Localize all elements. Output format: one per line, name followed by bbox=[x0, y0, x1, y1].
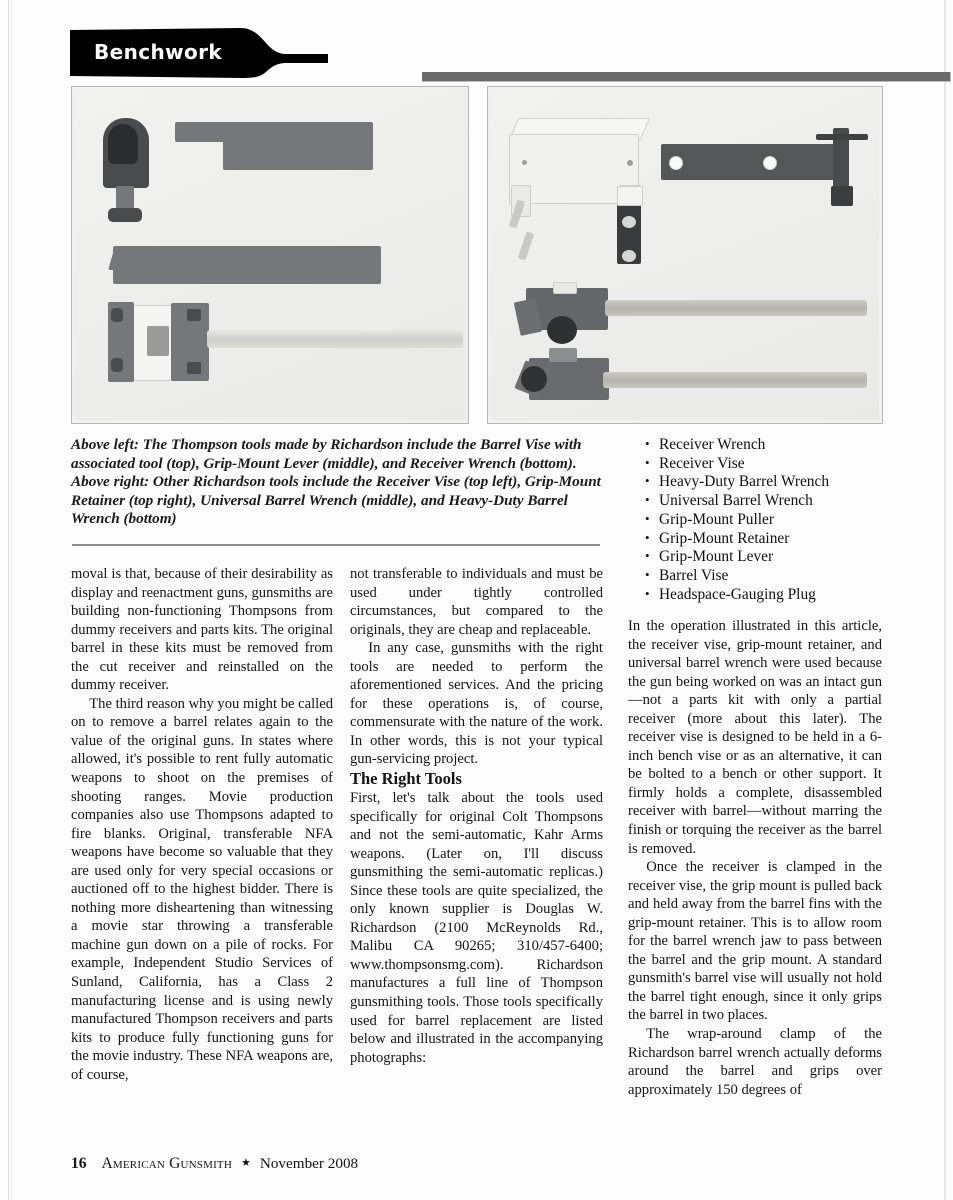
caption-divider-rule bbox=[72, 544, 600, 546]
magazine-title: American Gunsmith bbox=[101, 1155, 232, 1172]
paragraph: moval is that, because of their desirability as display and reenactment guns, gunsmiths are building non-functioning Thompsons from dummy receivers and parts kits. The original barrel in these kits must be removed from the cut receiver and reinstalled on the dummy receiver. bbox=[71, 566, 333, 694]
list-item: • Universal Barrel Wrench bbox=[645, 492, 895, 511]
page-number: 16 bbox=[71, 1155, 87, 1172]
list-item: • Headspace-Gauging Plug bbox=[645, 586, 895, 605]
paragraph: First, let's talk about the tools used specifically for original Colt Thompsons and not the semi-automatic, Kahr Arms weapons. (Later on, I'll discuss gunsmithing the semi-automatic replicas.) Since these tools are quite specialized, the only known supplier is Douglas W. Richardson (2100 McReynolds Rd., Malibu CA 90265; 310/457-6400; www.thompsonsmg.com). Richardson manufactures a full line of Thompson gunsmithing tools. Those tools specifically used for barrel replacement are listed below and illustrated in the accompanying photographs: bbox=[350, 790, 603, 1066]
page-footer bbox=[71, 1155, 358, 1173]
photo-right-richardson-tools bbox=[487, 86, 883, 424]
list-item: • Grip-Mount Puller bbox=[645, 511, 895, 530]
list-item: • Grip-Mount Retainer bbox=[645, 530, 895, 549]
list-item: • Barrel Vise bbox=[645, 567, 895, 586]
section-title: Benchwork bbox=[94, 40, 223, 64]
list-item: • Receiver Vise bbox=[645, 455, 895, 474]
photo-left-richardson-tools bbox=[71, 86, 469, 424]
section-heading-the-right-tools: The Right Tools bbox=[350, 769, 462, 789]
scan-edge-line-right bbox=[944, 0, 946, 1200]
paragraph: In any case, gunsmiths with the right tools are needed to perform the aforementioned services. And the pricing for these operations is, of course, commensurate with the nature of the work. In other words, this is not your typical gun-servicing project. bbox=[350, 640, 603, 768]
paragraph: not transferable to individuals and must be used under tightly controlled circumstances, but compared to the originals, they are cheap and replaceable. bbox=[350, 566, 603, 638]
scan-edge-line-left-secondary bbox=[11, 0, 12, 1200]
photo-right-canvas bbox=[491, 90, 879, 420]
paragraph: The wrap-around clamp of the Richardson barrel wrench actually deforms around the barrel and grips over approximately 150 degrees of bbox=[628, 1026, 882, 1098]
issue-date: November 2008 bbox=[259, 1155, 359, 1172]
star-icon: ★ bbox=[241, 1157, 251, 1169]
tool-list bbox=[645, 436, 895, 604]
photo-left-canvas bbox=[75, 90, 465, 420]
list-item: • Grip-Mount Lever bbox=[645, 548, 895, 567]
list-item: • Heavy-Duty Barrel Wrench bbox=[645, 473, 895, 492]
masthead-rule bbox=[422, 72, 951, 82]
scan-edge-line-left bbox=[8, 0, 9, 1200]
paragraph: Once the receiver is clamped in the receiver vise, the grip mount is pulled back and held away from the barrel fins with the grip-mount retainer. This is to allow room for the barrel wrench jaw to pass between the barrel and the grip mount. A standard gunsmith's barrel vise will usually not hold the barrel tight enough, since it only grips the barrel in two places. bbox=[628, 859, 882, 1024]
body-column-1 bbox=[71, 565, 333, 1084]
masthead bbox=[70, 28, 880, 78]
photo-caption: Above left: The Thompson tools made by Richardson include the Barrel Vise with associated tool (top), Grip-Mount Lever (middle), and Receiver Wrench (bottom). Above right: Other Richardson tools include the Receiver Vise (top left), Grip-Mount Retainer (top right), Universal Barrel Wrench (middle), and Heavy-Duty Barrel Wrench (bottom) bbox=[71, 436, 601, 528]
paragraph: In the operation illustrated in this article, the receiver vise, grip-mount retainer, and universal barrel wrench were used because the gun being worked on was an intact gun—not a parts kit with only a partial receiver (more about this later). The receiver vise is designed to be held in a 6-inch bench vise or as an alternative, it can be bolted to a bench or other support. It firmly holds a complete, disassembled receiver with barrel—without marring the finish or torquing the receiver as the barrel is removed. bbox=[628, 618, 882, 857]
body-column-2 bbox=[350, 565, 603, 1067]
list-item: • Receiver Wrench bbox=[645, 436, 895, 455]
body-column-3 bbox=[628, 617, 882, 1099]
paragraph: The third reason why you might be called on to remove a barrel relates again to the value of the original guns. In states where allowed, it's possible to rent fully automatic weapons to shoot on the premises of shooting ranges. Movie production companies also use Thompsons adapted to fire blanks. Original, transferable NFA weapons have become so valuable that they are used only for very special occasions or auctioned off to the highest bidder. There is nothing more disheartening than witnessing a movie star throwing a transferable machine gun down on a pile of rocks. For example, Independent Studio Services of Sunland, California, has a Class 2 manufacturing license and is using newly manufactured Thompson receivers and parts kits to produce fully functioning guns for the movie industry. These NFA weapons are, of course, bbox=[71, 695, 333, 1083]
